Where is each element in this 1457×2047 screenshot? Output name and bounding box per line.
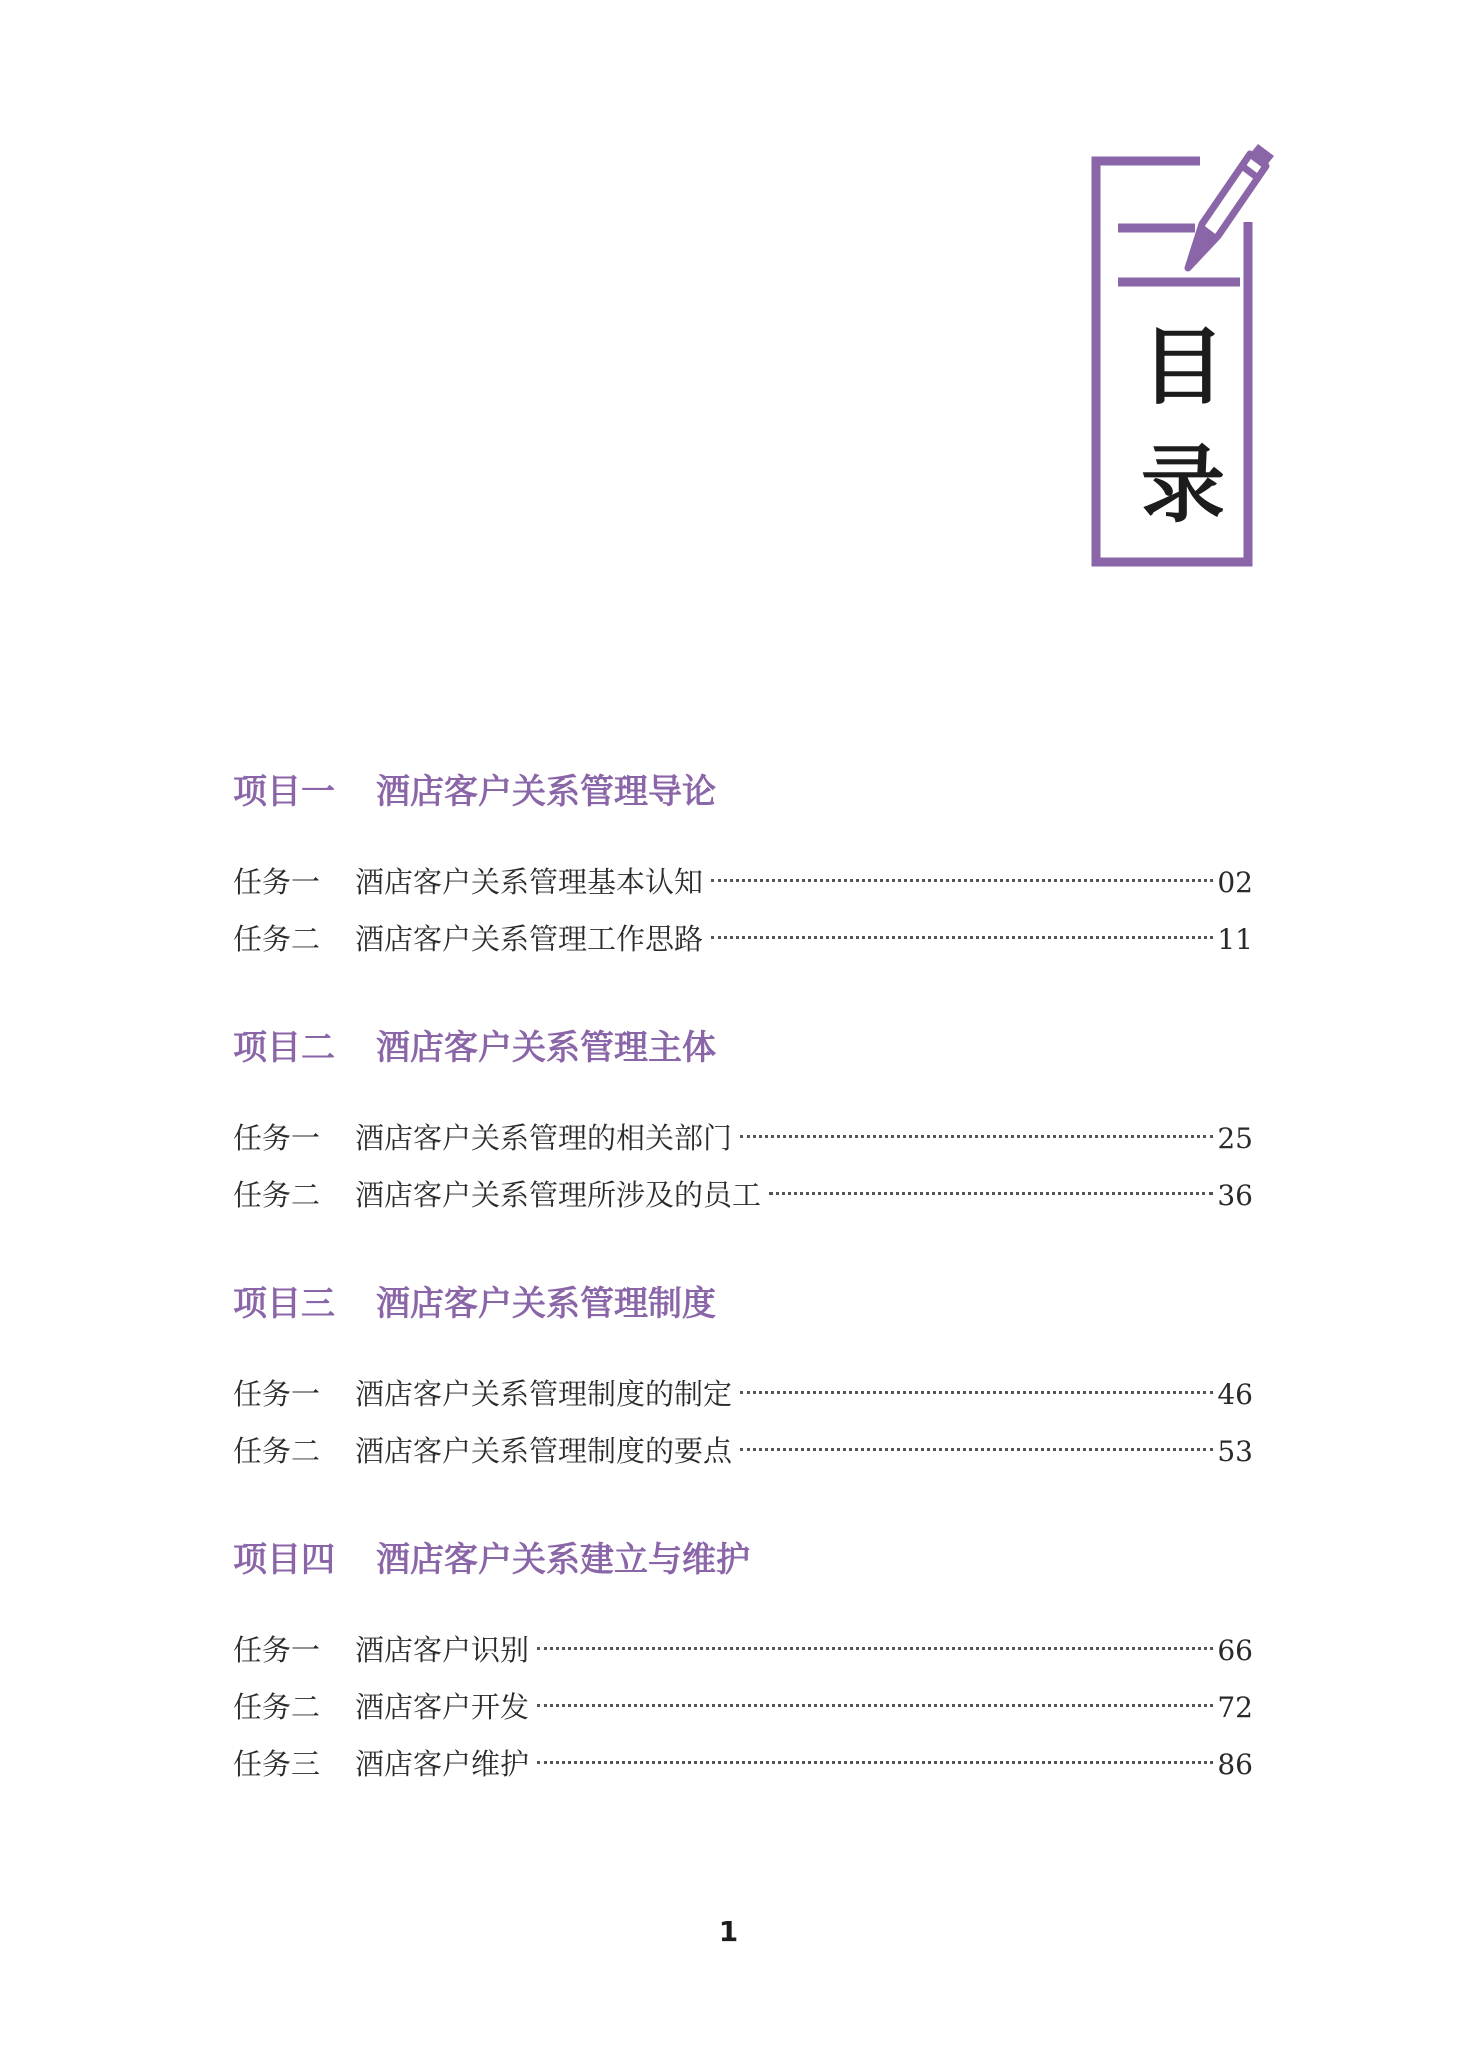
section-number: 项目二 (233, 1028, 335, 1068)
task-page-number: 36 (1217, 1179, 1253, 1212)
task-number: 任务一 (233, 1633, 321, 1667)
task-number: 任务一 (233, 865, 321, 899)
toc-entry[interactable] (233, 1110, 1253, 1167)
toc-entry[interactable] (233, 1736, 1253, 1793)
task-title: 酒店客户维护 (355, 1747, 530, 1781)
task-number: 任务一 (233, 1377, 321, 1411)
section-number: 项目一 (233, 772, 335, 812)
task-title: 酒店客户关系管理所涉及的员工 (355, 1178, 762, 1212)
task-number: 任务一 (233, 1121, 321, 1155)
task-number: 任务二 (233, 1690, 321, 1724)
section-name: 酒店客户关系管理导论 (376, 772, 716, 812)
task-number: 任务二 (233, 922, 321, 956)
task-number: 任务二 (233, 1178, 321, 1212)
page-number: 1 (718, 1915, 739, 1948)
task-title: 酒店客户关系管理工作思路 (355, 922, 704, 956)
section-heading[interactable] (233, 770, 1253, 814)
dot-leader (740, 1135, 1213, 1138)
task-page-number: 72 (1217, 1691, 1253, 1724)
toc-section-4 (233, 1538, 1253, 1793)
toc-entry[interactable] (233, 1167, 1253, 1224)
task-page-number: 25 (1217, 1122, 1253, 1155)
task-title: 酒店客户关系管理基本认知 (355, 865, 704, 899)
dot-leader (769, 1192, 1213, 1195)
section-name: 酒店客户关系建立与维护 (376, 1540, 750, 1580)
task-page-number: 86 (1217, 1748, 1253, 1781)
dot-leader (740, 1391, 1213, 1394)
task-page-number: 11 (1217, 923, 1253, 956)
toc-entry[interactable] (233, 1622, 1253, 1679)
task-number: 任务二 (233, 1434, 321, 1468)
section-number: 项目三 (233, 1284, 335, 1324)
toc-title-char-2: 录 (1140, 436, 1225, 534)
task-page-number: 66 (1217, 1634, 1253, 1667)
dot-leader (711, 936, 1213, 939)
task-title: 酒店客户关系管理制度的要点 (355, 1434, 733, 1468)
section-heading[interactable] (233, 1282, 1253, 1326)
section-name: 酒店客户关系管理制度 (376, 1284, 716, 1324)
dot-leader (537, 1704, 1213, 1707)
task-title: 酒店客户关系管理的相关部门 (355, 1121, 733, 1155)
pencil-icon (1188, 144, 1274, 268)
table-of-contents (233, 770, 1253, 1851)
toc-title-emblem (1090, 140, 1270, 570)
section-number: 项目四 (233, 1540, 335, 1580)
section-heading[interactable] (233, 1026, 1253, 1070)
toc-entry[interactable] (233, 911, 1253, 968)
toc-section-2 (233, 1026, 1253, 1224)
task-page-number: 02 (1217, 866, 1253, 899)
dot-leader (740, 1448, 1213, 1451)
toc-entry[interactable] (233, 854, 1253, 911)
section-name: 酒店客户关系管理主体 (376, 1028, 716, 1068)
toc-entry[interactable] (233, 1423, 1253, 1480)
section-heading[interactable] (233, 1538, 1253, 1582)
task-number: 任务三 (233, 1747, 321, 1781)
dot-leader (711, 879, 1213, 882)
task-title: 酒店客户关系管理制度的制定 (355, 1377, 733, 1411)
toc-section-1 (233, 770, 1253, 968)
task-title: 酒店客户开发 (355, 1690, 530, 1724)
toc-entry[interactable] (233, 1366, 1253, 1423)
dot-leader (537, 1647, 1213, 1650)
dot-leader (537, 1761, 1213, 1764)
task-page-number: 46 (1217, 1378, 1253, 1411)
task-title: 酒店客户识别 (355, 1633, 530, 1667)
toc-section-3 (233, 1282, 1253, 1480)
task-page-number: 53 (1217, 1435, 1253, 1468)
toc-title-char-1: 目 (1140, 318, 1225, 416)
toc-entry[interactable] (233, 1679, 1253, 1736)
